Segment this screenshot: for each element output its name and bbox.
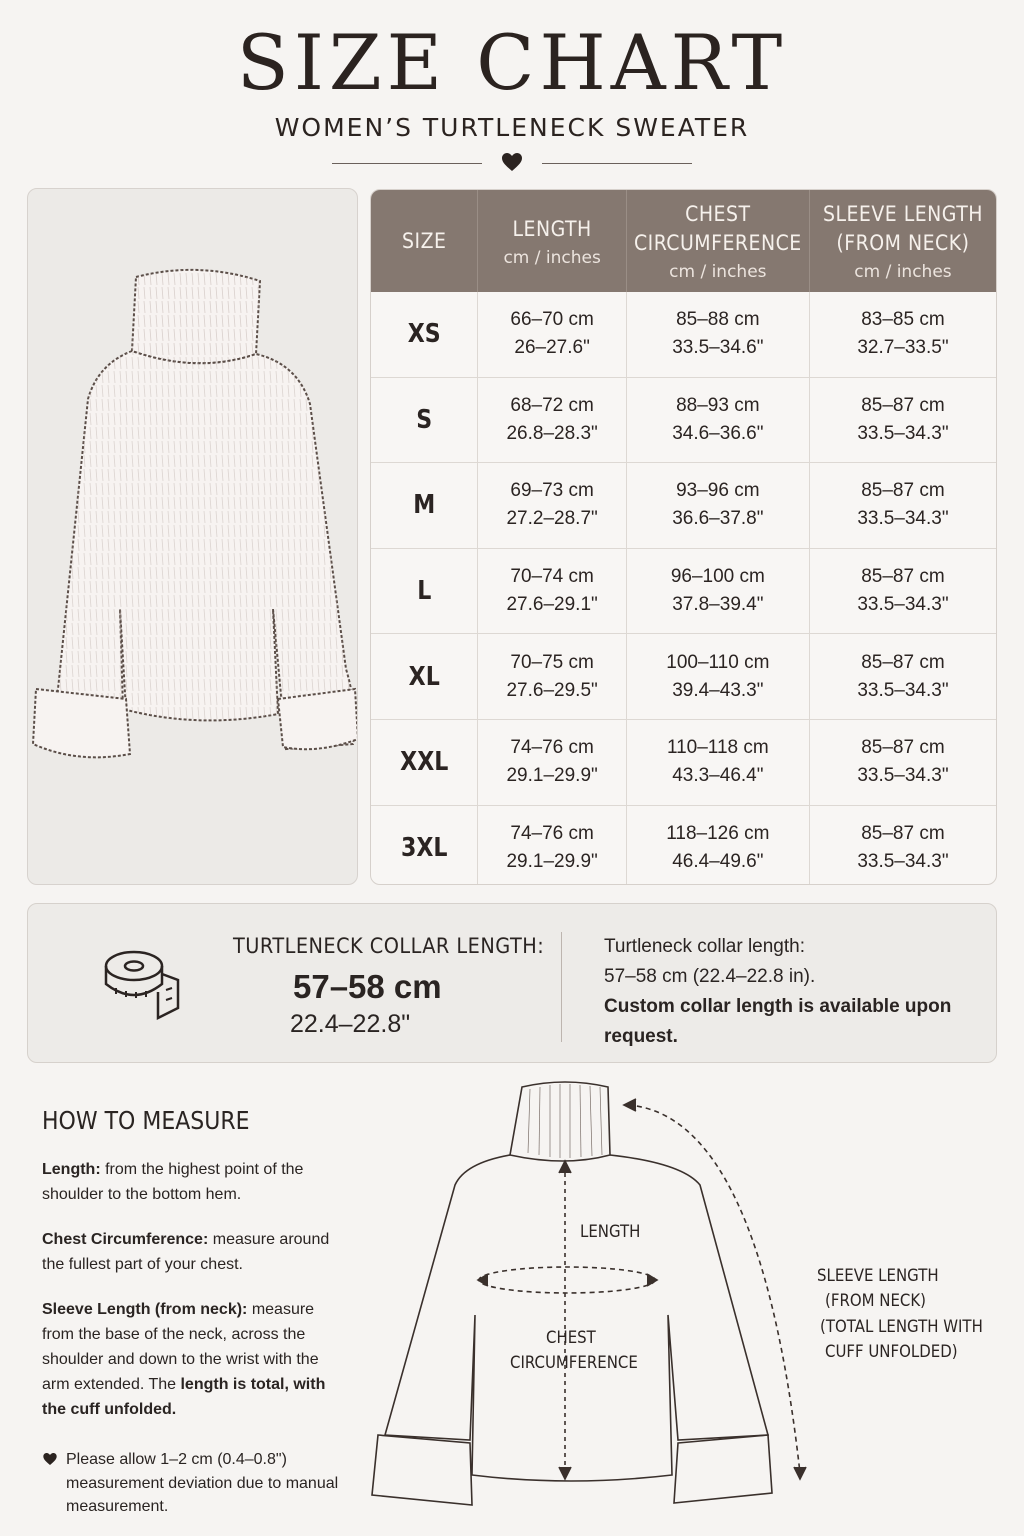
table-row — [371, 720, 996, 806]
length-cell: 74–76 cm 29.1–29.9" — [478, 720, 626, 805]
collar-length-label: TURTLENECK COLLAR LENGTH: — [233, 934, 545, 958]
sleeve-cell: 85–87 cm 33.5–34.3" — [857, 651, 949, 701]
measuring-tape-icon — [104, 944, 182, 1020]
collar-length-inches: 22.4–22.8" — [290, 1010, 411, 1038]
length-cell: 70–75 cm 27.6–29.5" — [478, 634, 626, 719]
chest-instruction: Chest Circumference: measure around the fullest part of your chest. — [42, 1231, 330, 1273]
table-row — [371, 292, 996, 378]
header-chest: CHEST CIRCUMFERENCE cm / inches — [627, 190, 810, 292]
diagram-length-label: LENGTH — [580, 1222, 641, 1242]
table-row — [371, 549, 996, 635]
length-cell: 70–74 cm 27.6–29.1" — [478, 549, 626, 634]
custom-collar-note: Custom collar length is available upon request. — [604, 996, 952, 1047]
chest-cell: 88–93 cm 34.6–36.6" — [627, 378, 810, 463]
size-cell: L — [417, 576, 432, 607]
sleeve-cell: 85–87 cm 33.5–34.3" — [857, 394, 949, 444]
size-table — [370, 189, 997, 885]
measurement-diagram — [360, 1075, 820, 1520]
table-row — [371, 378, 996, 464]
how-to-measure-title: HOW TO MEASURE — [42, 1106, 250, 1135]
chest-cell: 110–118 cm 43.3–46.4" — [627, 720, 810, 805]
chest-cell: 93–96 cm 36.6–37.8" — [627, 463, 810, 548]
sleeve-cell: 83–85 cm 32.7–33.5" — [857, 309, 949, 359]
sleeve-cell: 85–87 cm 33.5–34.3" — [857, 737, 949, 787]
length-cell: 69–73 cm 27.2–28.7" — [478, 463, 626, 548]
size-cell: 3XL — [400, 832, 448, 863]
diagram-sleeve-label-4: CUFF UNFOLDED) — [825, 1342, 958, 1362]
size-cell: XS — [407, 319, 441, 350]
length-cell: 66–70 cm 26–27.6" — [478, 292, 626, 377]
diagram-sleeve-label-3: (TOTAL LENGTH WITH — [820, 1317, 983, 1337]
size-cell: M — [413, 490, 436, 521]
chest-cell: 100–110 cm 39.4–43.3" — [627, 634, 810, 719]
page-title: SIZE CHART — [236, 18, 788, 107]
fuzzy-sweater-image — [28, 189, 357, 884]
sleeve-cell: 85–87 cm 33.5–34.3" — [857, 566, 949, 616]
deviation-note: Please allow 1–2 cm (0.4–0.8") measurement deviation due to manual measurement. — [42, 1448, 356, 1519]
sleeve-cell: 85–87 cm 33.5–34.3" — [857, 822, 949, 872]
sweater-outline-diagram — [360, 1075, 820, 1515]
diagram-chest-label-2: CIRCUMFERENCE — [510, 1353, 638, 1373]
collar-note: Turtleneck collar length: 57–58 cm (22.4–22.8 in). Custom collar length is available upon request. — [604, 932, 964, 1052]
length-cell: 74–76 cm 29.1–29.9" — [478, 806, 626, 885]
diagram-chest-label-1: CHEST — [546, 1328, 596, 1348]
table-header — [371, 190, 996, 292]
title-divider — [332, 150, 692, 178]
how-to-measure — [42, 1106, 342, 1442]
header-length: LENGTH cm / inches — [478, 190, 626, 292]
page-subtitle: WOMEN’S TURTLENECK SWEATER — [274, 113, 750, 142]
collar-length-cm: 57–58 cm — [293, 968, 442, 1005]
chest-cell: 85–88 cm 33.5–34.6" — [627, 292, 810, 377]
table-row — [371, 463, 996, 549]
header-sleeve: SLEEVE LENGTH (FROM NECK) cm / inches — [822, 202, 983, 282]
length-instruction: Length: from the highest point of the shoulder to the bottom hem. — [42, 1161, 304, 1203]
chest-cell: 96–100 cm 37.8–39.4" — [627, 549, 810, 634]
table-row — [371, 806, 996, 885]
heart-icon — [500, 150, 524, 174]
diagram-sleeve-label-1: SLEEVE LENGTH — [817, 1266, 939, 1286]
size-cell: XL — [408, 661, 440, 692]
diagram-sleeve-label-2: (FROM NECK) — [825, 1291, 927, 1311]
size-cell: XXL — [400, 747, 449, 778]
size-cell: S — [416, 404, 433, 435]
header-size: SIZE — [371, 190, 478, 292]
collar-info-box — [27, 903, 997, 1063]
sweater-illustration — [27, 188, 358, 885]
table-body — [371, 292, 996, 885]
length-cell: 68–72 cm 26.8–28.3" — [478, 378, 626, 463]
collar-divider — [561, 932, 562, 1042]
table-row — [371, 634, 996, 720]
chest-cell: 118–126 cm 46.4–49.6" — [627, 806, 810, 885]
sleeve-cell: 85–87 cm 33.5–34.3" — [857, 480, 949, 530]
sleeve-instruction: Sleeve Length (from neck): measure from the base of the neck, across the shoulder and down to the wrist with the arm extended. The length is total, with the cuff unfolded. — [42, 1301, 326, 1418]
heart-bullet-icon — [42, 1451, 58, 1467]
